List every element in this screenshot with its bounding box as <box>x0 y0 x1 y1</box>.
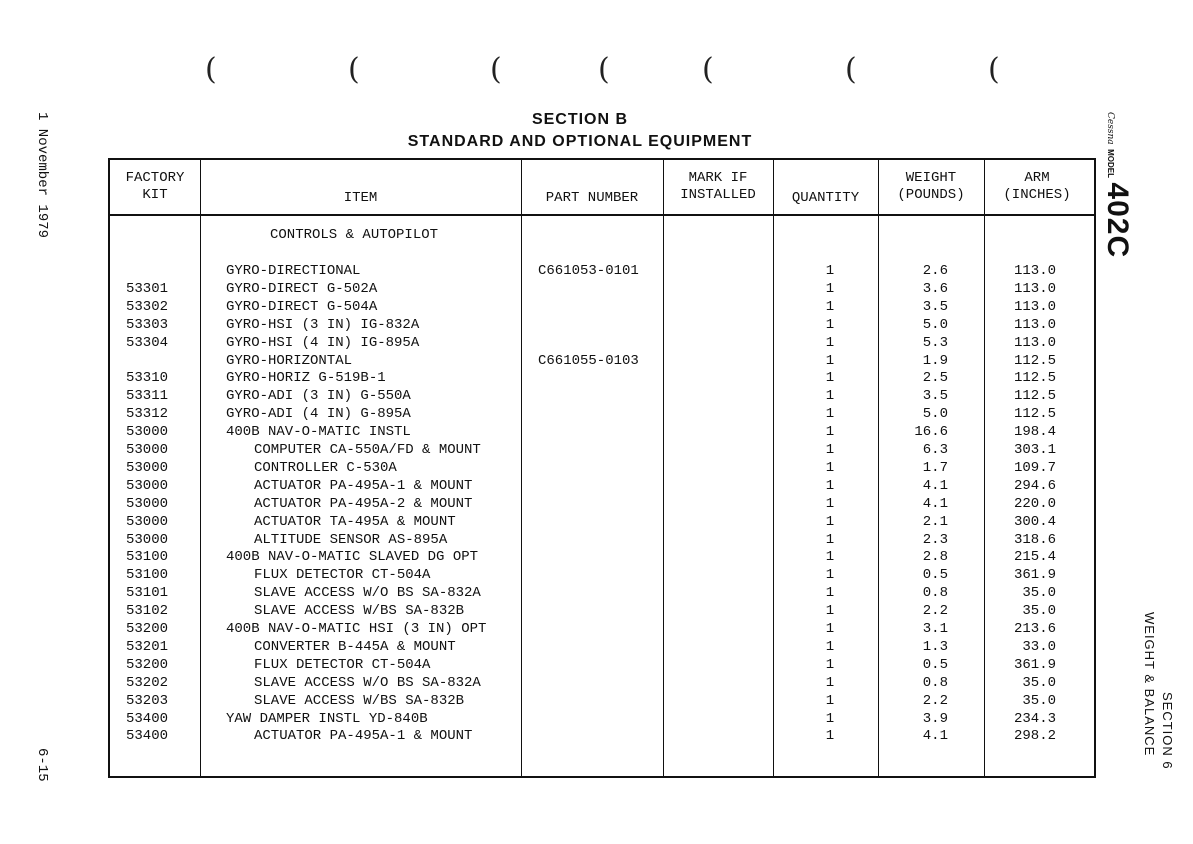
header-quantity: QUANTITY <box>791 190 860 206</box>
cell-item: ACTUATOR PA-495A-1 & MOUNT <box>254 728 473 745</box>
cell-weight: 4.1 <box>922 495 948 512</box>
cell-factory-kit: 53000 <box>126 459 169 476</box>
binder-hole: ( <box>490 52 502 87</box>
cell-weight: 0.5 <box>922 656 948 673</box>
model-number: 402C <box>1101 182 1134 259</box>
cell-item: CONTROLLER C-530A <box>254 459 397 476</box>
cell-quantity: 1 <box>825 442 835 458</box>
cell-item: FLUX DETECTOR CT-504A <box>254 567 431 584</box>
cell-arm: 113.0 <box>1013 263 1056 279</box>
cell-arm: 220.0 <box>1013 495 1056 512</box>
cell-factory-kit: 53200 <box>126 621 169 637</box>
cell-quantity: 1 <box>825 585 835 602</box>
cell-quantity: 1 <box>825 495 835 512</box>
cell-weight: 3.1 <box>922 621 948 637</box>
cell-factory-kit: 53101 <box>126 585 169 602</box>
cell-part-number: C661055-0103 <box>538 352 639 369</box>
column-divider <box>878 160 879 776</box>
brand-logo: Cessna <box>1105 112 1115 145</box>
cell-weight: 3.6 <box>922 280 948 297</box>
cell-quantity: 1 <box>825 692 835 709</box>
header-weight <box>878 170 984 204</box>
page-title: STANDARD AND OPTIONAL EQUIPMENT <box>407 133 753 150</box>
cell-factory-kit: 53310 <box>126 370 169 387</box>
cell-arm: 112.5 <box>1013 370 1056 387</box>
cell-weight: 2.8 <box>922 549 948 566</box>
cell-quantity: 1 <box>825 334 835 351</box>
cell-arm: 361.9 <box>1013 656 1056 673</box>
binder-hole: ( <box>205 52 217 87</box>
header-arm-line1: ARM <box>1024 170 1050 186</box>
cell-arm: 198.4 <box>1013 424 1056 441</box>
equipment-table <box>108 158 1096 778</box>
header-rule <box>110 214 1094 216</box>
cell-item: ACTUATOR PA-495A-1 & MOUNT <box>254 477 473 494</box>
cell-weight: 2.2 <box>922 692 948 709</box>
header-kit-line2: KIT <box>142 187 168 203</box>
column-divider <box>773 160 774 776</box>
cell-weight: 3.9 <box>922 710 948 727</box>
cell-weight: 4.1 <box>922 477 948 494</box>
cell-item: COMPUTER CA-550A/FD & MOUNT <box>254 442 481 458</box>
binder-hole: ( <box>988 52 1000 87</box>
cell-factory-kit: 53200 <box>126 656 169 673</box>
cell-item: 400B NAV-O-MATIC SLAVED DG OPT <box>226 549 479 566</box>
cell-item: GYRO-HSI (3 IN) IG-832A <box>226 316 420 333</box>
cell-arm: 300.4 <box>1013 513 1056 530</box>
cell-item: SLAVE ACCESS W/O BS SA-832A <box>254 674 481 691</box>
cell-weight: 2.5 <box>922 370 948 387</box>
cell-part-number: C661053-0101 <box>538 263 639 279</box>
cell-item: SLAVE ACCESS W/BS SA-832B <box>254 692 465 709</box>
cell-weight: 3.5 <box>922 388 948 405</box>
cell-quantity: 1 <box>825 406 835 423</box>
model-block <box>1100 112 1134 258</box>
header-factory-kit <box>110 170 200 204</box>
header-mark-if-installed <box>663 170 773 204</box>
cell-item: GYRO-ADI (3 IN) G-550A <box>226 388 411 405</box>
cell-quantity: 1 <box>825 352 835 369</box>
cell-weight: 2.6 <box>922 263 948 279</box>
cell-weight: 6.3 <box>922 442 948 458</box>
section-label: SECTION 6 <box>1160 692 1175 770</box>
cell-factory-kit: 53400 <box>126 710 169 727</box>
cell-weight: 5.0 <box>922 406 948 423</box>
cell-weight: 1.9 <box>922 352 948 369</box>
cell-factory-kit: 53000 <box>126 531 169 548</box>
cell-quantity: 1 <box>825 656 835 673</box>
binder-hole: ( <box>845 52 857 87</box>
cell-quantity: 1 <box>825 603 835 620</box>
cell-factory-kit: 53000 <box>126 442 169 458</box>
cell-item: GYRO-DIRECTIONAL <box>226 263 361 279</box>
cell-factory-kit: 53000 <box>126 424 169 441</box>
cell-quantity: 1 <box>825 298 835 315</box>
cell-factory-kit: 53000 <box>126 513 169 530</box>
cell-factory-kit: 53312 <box>126 406 169 423</box>
cell-item: ALTITUDE SENSOR AS-895A <box>254 531 448 548</box>
header-arm-line2: (INCHES) <box>1003 187 1071 203</box>
binder-hole: ( <box>348 52 360 87</box>
cell-quantity: 1 <box>825 388 835 405</box>
column-divider <box>663 160 664 776</box>
cell-factory-kit: 53303 <box>126 316 169 333</box>
cell-weight: 5.3 <box>922 334 948 351</box>
cell-quantity: 1 <box>825 710 835 727</box>
column-divider <box>984 160 985 776</box>
cell-quantity: 1 <box>825 531 835 548</box>
cell-factory-kit: 53302 <box>126 298 169 315</box>
section-name: WEIGHT & BALANCE <box>1142 612 1157 757</box>
header-part-number: PART NUMBER <box>545 190 639 206</box>
section-heading: SECTION B <box>531 111 629 128</box>
cell-item: SLAVE ACCESS W/BS SA-832B <box>254 603 465 620</box>
page-number: 6-15 <box>34 748 50 782</box>
cell-quantity: 1 <box>825 728 835 745</box>
cell-weight: 1.3 <box>922 638 948 655</box>
header-mark-line2: INSTALLED <box>680 187 756 203</box>
cell-quantity: 1 <box>825 549 835 566</box>
cell-arm: 35.0 <box>1022 692 1056 709</box>
cell-arm: 213.6 <box>1013 621 1056 637</box>
cell-item: ACTUATOR TA-495A & MOUNT <box>254 513 456 530</box>
cell-arm: 112.5 <box>1013 406 1056 423</box>
cell-weight: 0.5 <box>922 567 948 584</box>
cell-arm: 33.0 <box>1022 638 1056 655</box>
cell-item: GYRO-ADI (4 IN) G-895A <box>226 406 411 423</box>
cell-factory-kit: 53100 <box>126 549 169 566</box>
header-kit-line1: FACTORY <box>125 170 185 186</box>
cell-factory-kit: 53102 <box>126 603 169 620</box>
column-divider <box>521 160 522 776</box>
column-divider <box>200 160 201 776</box>
cell-item: GYRO-DIRECT G-504A <box>226 298 378 315</box>
cell-quantity: 1 <box>825 316 835 333</box>
binder-hole: ( <box>702 52 714 87</box>
cell-weight: 2.3 <box>922 531 948 548</box>
binder-hole: ( <box>598 52 610 87</box>
cell-item: CONVERTER B-445A & MOUNT <box>254 638 456 655</box>
cell-arm: 361.9 <box>1013 567 1056 584</box>
cell-factory-kit: 53400 <box>126 728 169 745</box>
cell-arm: 234.3 <box>1013 710 1056 727</box>
cell-quantity: 1 <box>825 477 835 494</box>
cell-weight: 0.8 <box>922 674 948 691</box>
cell-arm: 113.0 <box>1013 334 1056 351</box>
cell-factory-kit: 53311 <box>126 388 169 405</box>
cell-arm: 113.0 <box>1013 298 1056 315</box>
cell-arm: 318.6 <box>1013 531 1056 548</box>
header-weight-line1: WEIGHT <box>905 170 957 186</box>
cell-quantity: 1 <box>825 513 835 530</box>
cell-item: 400B NAV-O-MATIC HSI (3 IN) OPT <box>226 621 487 637</box>
cell-arm: 215.4 <box>1013 549 1056 566</box>
cell-arm: 303.1 <box>1013 442 1056 458</box>
cell-weight: 0.8 <box>922 585 948 602</box>
header-arm <box>984 170 1090 204</box>
cell-quantity: 1 <box>825 263 835 279</box>
cell-factory-kit: 53202 <box>126 674 169 691</box>
cell-factory-kit: 53203 <box>126 692 169 709</box>
cell-factory-kit: 53100 <box>126 567 169 584</box>
cell-item: GYRO-HORIZ G-519B-1 <box>226 370 386 387</box>
cell-weight: 2.2 <box>922 603 948 620</box>
header-mark-line1: MARK IF <box>688 170 748 186</box>
cell-item: SLAVE ACCESS W/O BS SA-832A <box>254 585 481 602</box>
cell-arm: 112.5 <box>1013 388 1056 405</box>
cell-item: GYRO-HORIZONTAL <box>226 352 353 369</box>
cell-factory-kit: 53201 <box>126 638 169 655</box>
cell-item: ACTUATOR PA-495A-2 & MOUNT <box>254 495 473 512</box>
cell-weight: 4.1 <box>922 728 948 745</box>
cell-arm: 294.6 <box>1013 477 1056 494</box>
cell-item: YAW DAMPER INSTL YD-840B <box>226 710 428 727</box>
cell-weight: 1.7 <box>922 459 948 476</box>
cell-item: 400B NAV-O-MATIC INSTL <box>226 424 411 441</box>
cell-weight: 2.1 <box>922 513 948 530</box>
cell-item: GYRO-HSI (4 IN) IG-895A <box>226 334 420 351</box>
cell-weight: 16.6 <box>914 424 948 441</box>
header-weight-line2: (POUNDS) <box>897 187 965 203</box>
cell-quantity: 1 <box>825 638 835 655</box>
cell-factory-kit: 53000 <box>126 495 169 512</box>
cell-factory-kit: 53000 <box>126 477 169 494</box>
cell-quantity: 1 <box>825 567 835 584</box>
cell-factory-kit: 53304 <box>126 334 169 351</box>
cell-weight: 3.5 <box>922 298 948 315</box>
model-label: MODEL <box>1106 149 1115 178</box>
cell-quantity: 1 <box>825 370 835 387</box>
cell-arm: 35.0 <box>1022 603 1056 620</box>
cell-arm: 109.7 <box>1013 459 1056 476</box>
cell-quantity: 1 <box>825 459 835 476</box>
cell-quantity: 1 <box>825 280 835 297</box>
cell-arm: 112.5 <box>1013 352 1056 369</box>
cell-item: FLUX DETECTOR CT-504A <box>254 656 431 673</box>
cell-factory-kit: 53301 <box>126 280 169 297</box>
revision-date: 1 November 1979 <box>34 112 50 239</box>
cell-arm: 35.0 <box>1022 585 1056 602</box>
cell-quantity: 1 <box>825 621 835 637</box>
group-heading: CONTROLS & AUTOPILOT <box>270 227 439 243</box>
cell-arm: 298.2 <box>1013 728 1056 745</box>
header-item: ITEM <box>343 190 378 206</box>
cell-quantity: 1 <box>825 424 835 441</box>
cell-arm: 113.0 <box>1013 316 1056 333</box>
cell-arm: 113.0 <box>1013 280 1056 297</box>
cell-item: GYRO-DIRECT G-502A <box>226 280 378 297</box>
cell-arm: 35.0 <box>1022 674 1056 691</box>
cell-weight: 5.0 <box>922 316 948 333</box>
cell-quantity: 1 <box>825 674 835 691</box>
